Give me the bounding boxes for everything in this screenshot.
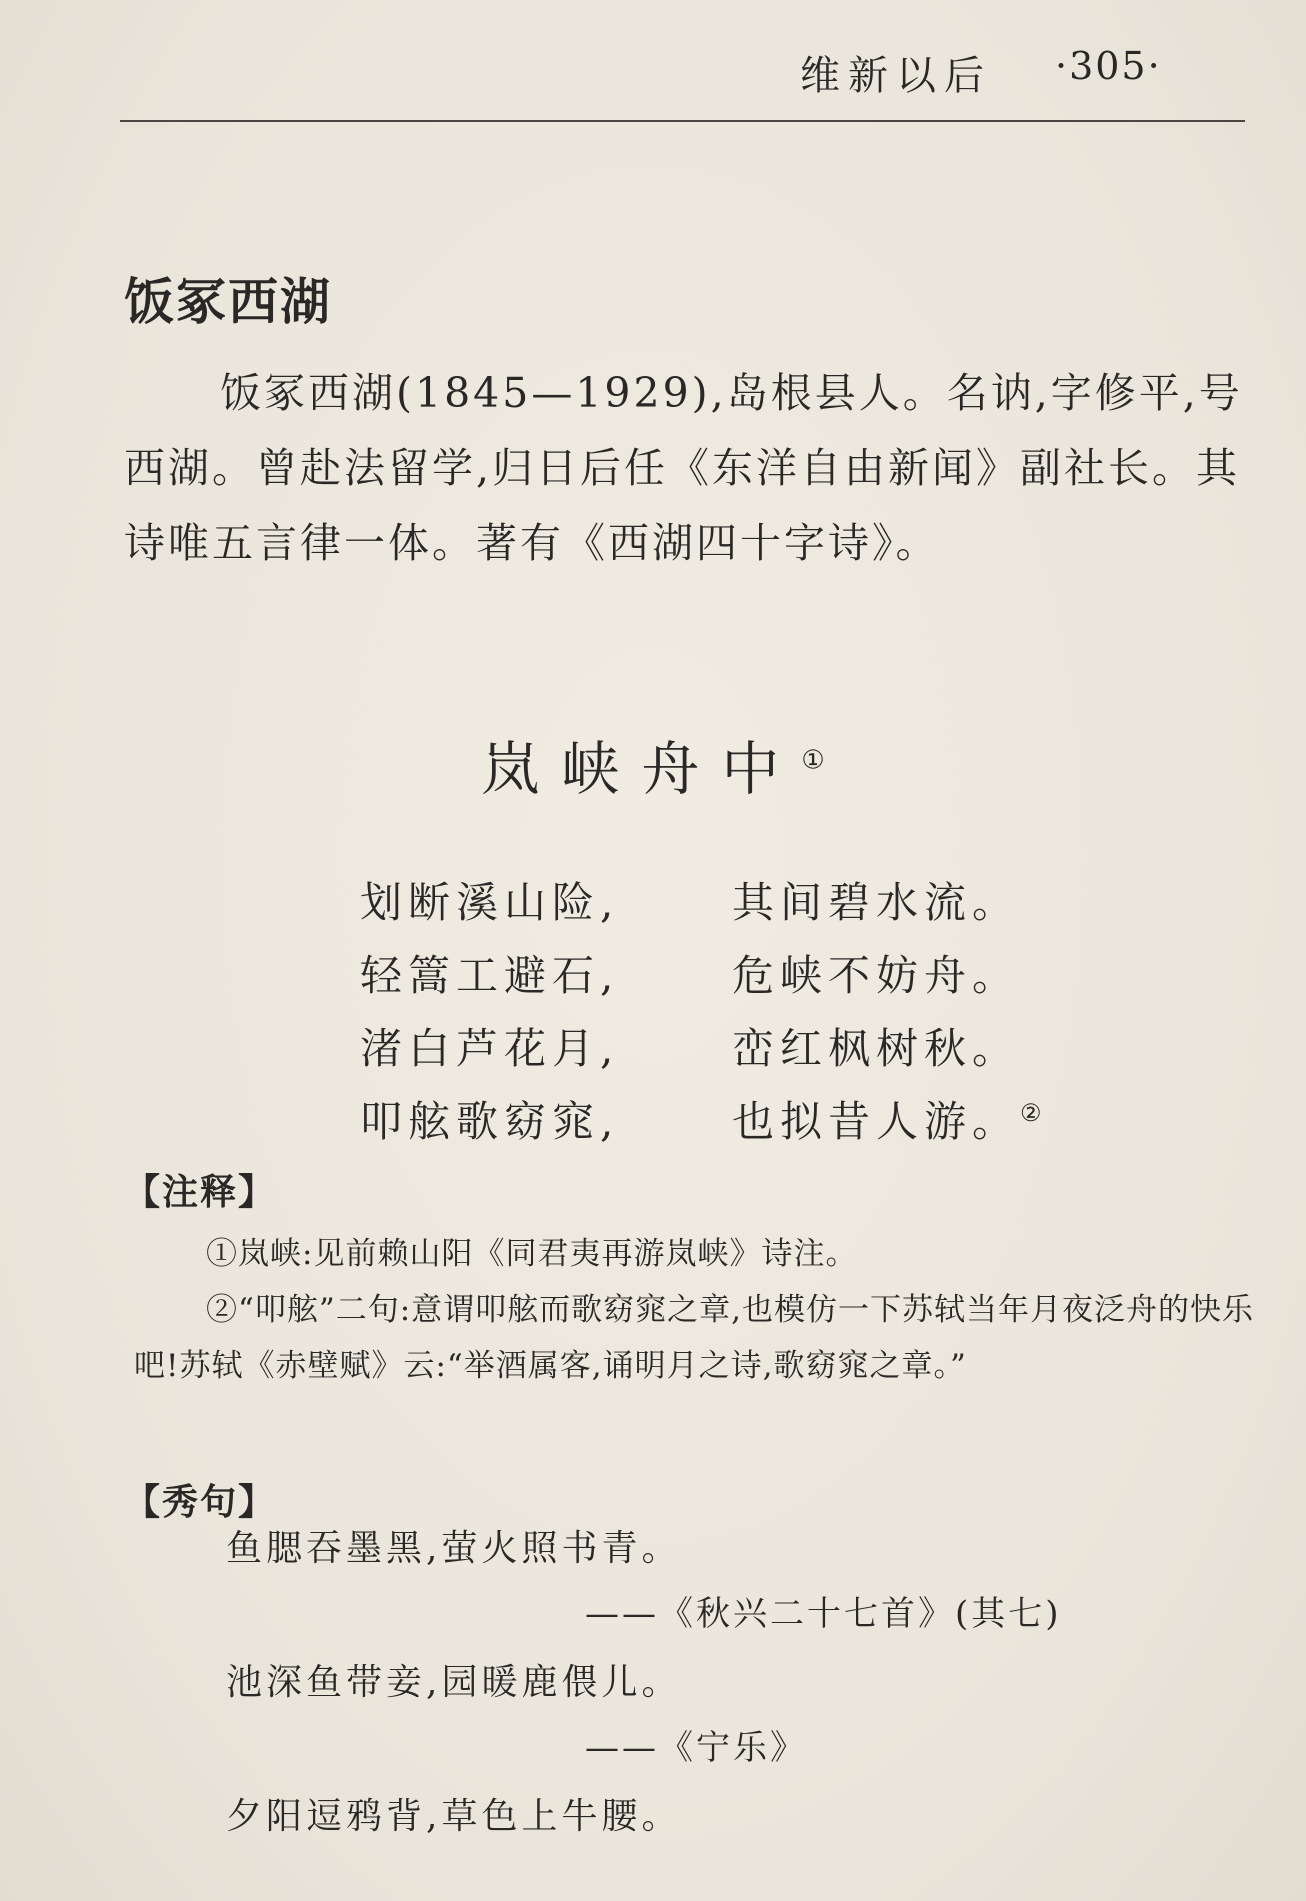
poem-line-second-half: 危峡不妨舟。 [732, 951, 1021, 1000]
poem-line-first-half: 轻篙工避石, [360, 951, 620, 1000]
poem-line [360, 1089, 1120, 1162]
excerpt-source: ——《秋兴二十七首》(其七) [585, 1594, 1062, 1634]
excerpt-source: ——《宁乐》 [585, 1728, 807, 1768]
poem-title-footnote-marker: ① [801, 745, 825, 776]
poem-line-first-half: 渚白芦花月, [360, 1024, 620, 1073]
notes-label: 【注释】 [124, 1172, 277, 1213]
excerpts-label: 【秀句】 [124, 1482, 277, 1523]
poem-line [360, 870, 1120, 943]
note-item: ①岚峡:见前赖山阳《同君夷再游岚峡》诗注。 [206, 1236, 858, 1272]
author-heading: 饭冢西湖 [124, 273, 332, 331]
running-head: 维新以后 [800, 53, 992, 99]
poem-line-second-half: 其间碧水流。 [732, 878, 1021, 927]
poem-line-first-half: 划断溪山险, [360, 878, 620, 927]
poem-body [360, 870, 1120, 1162]
author-bio: 饭冢西湖(1845—1929),岛根县人。名讷,字修平,号西湖。曾赴法留学,归日后任《东洋自由新闻》副社长。其诗唯五言律一体。著有《西湖四十字诗》。 [124, 369, 1243, 567]
poem-line-second-half: 也拟昔人游。② [732, 1097, 1042, 1146]
poem-title-text: 岚峡舟中 [481, 735, 802, 803]
poem-line [360, 1016, 1120, 1089]
poem-line-footnote-marker: ② [1020, 1099, 1042, 1127]
excerpt-line: 池深鱼带妾,园暖鹿偎儿。 [226, 1662, 682, 1703]
excerpt-line: 夕阳逗鸦背,草色上牛腰。 [226, 1796, 682, 1837]
header-rule [120, 120, 1245, 122]
page-number: ·305· [1055, 44, 1162, 88]
poem-line-second-half: 峦红枫树秋。 [732, 1024, 1021, 1073]
notes-section [134, 1226, 1259, 1394]
note-item: ②“叩舷”二句:意谓叩舷而歌窈窕之章,也模仿一下苏轼当年月夜泛舟的快乐吧!苏轼《赤壁赋》云:“举酒属客,诵明月之诗,歌窈窕之章。” [134, 1292, 1254, 1384]
poem-line-first-half: 叩舷歌窈窕, [360, 1097, 620, 1146]
poem-line [360, 943, 1120, 1016]
poem-title [0, 722, 1306, 806]
excerpt-line: 鱼腮吞墨黑,萤火照书青。 [226, 1528, 682, 1569]
